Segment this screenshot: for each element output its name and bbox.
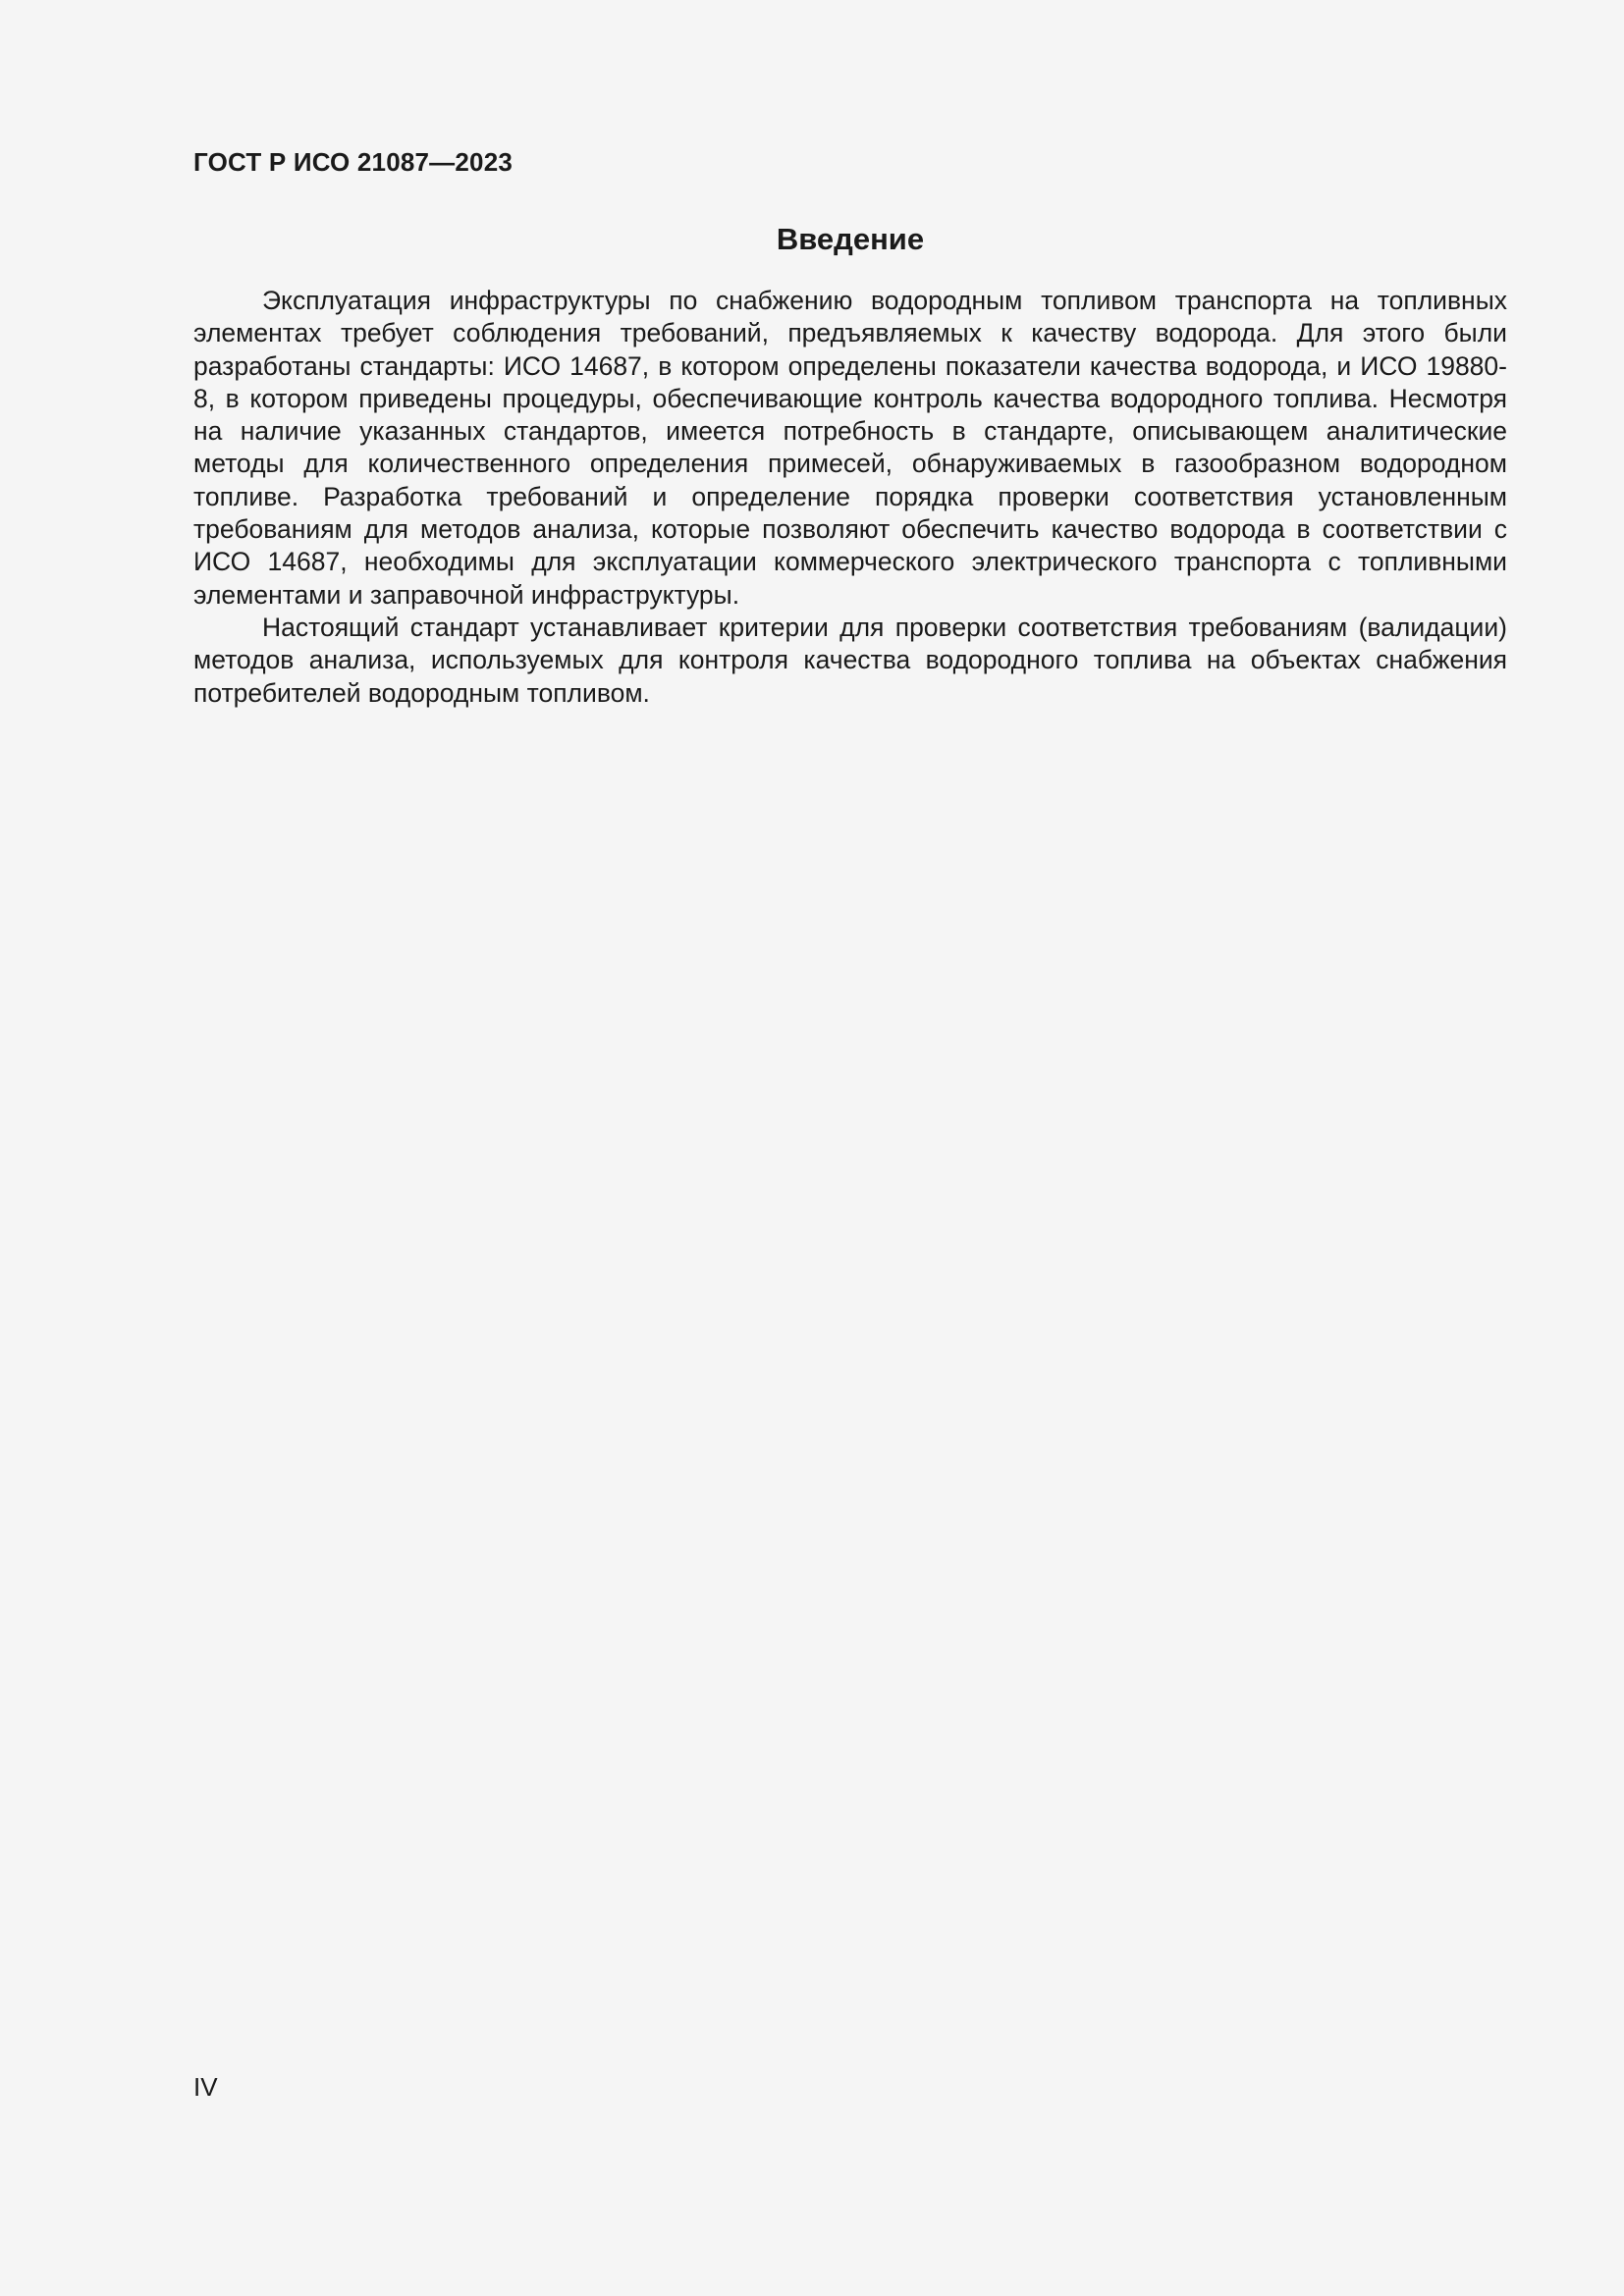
paragraph: Эксплуатация инфраструктуры по снабжению водородным топливом транспорта на топливных элементах требует соблюдения требований, предъявляемых к качеству водорода. Для этого были разработаны стандарты: ИСО 14687, в котором определены показатели качества водорода, и ИСО 19880-8, в котором приведены процедуры, обеспечивающие контроль качества водородного топлива. Несмотря на наличие указанных стандартов, имеется потребность в стандарте, описывающем аналитические методы для количественного определения примесей, обнаруживаемых в газообразном водородном топливе. Разработка требований и определение порядка проверки соответствия установленным требованиям для методов анализа, которые позволяют обеспечить качество водорода в соответствии с ИСО 14687, необходимы для эксплуатации коммерческого электрического транспорта с топливными элементами и заправочной инфраструктуры. <box>193 286 1507 610</box>
page-number: IV <box>193 2072 218 2102</box>
document-designation: ГОСТ Р ИСО 21087—2023 <box>193 147 514 177</box>
section-title: Введение <box>776 222 925 256</box>
paragraph: Настоящий стандарт устанавливает критерии для проверки соответствия требованиям (валидации) методов анализа, используемых для контроля качества водородного топлива на объектах снабжения потребителей водородным топливом. <box>193 612 1507 708</box>
body-text <box>193 285 1507 710</box>
